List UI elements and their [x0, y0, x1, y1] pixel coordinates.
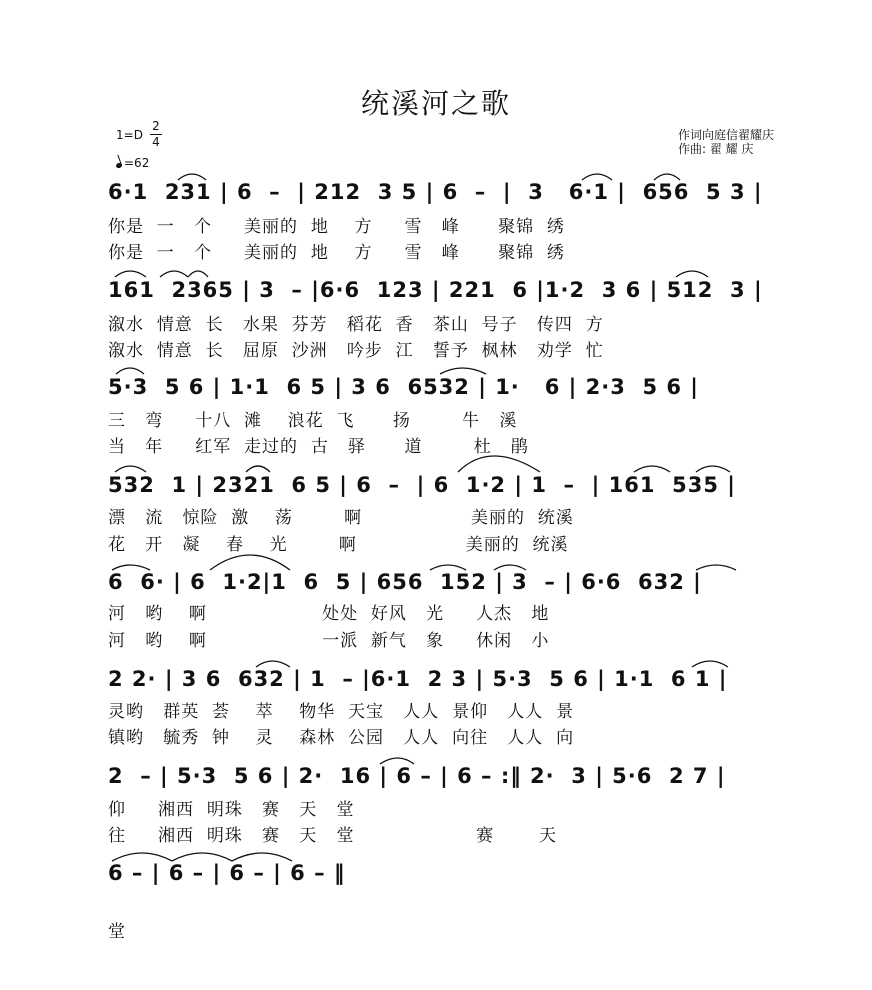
key-signature: 1=D [116, 128, 143, 142]
notation-line: 2 2· | 3 6 632 | 1 – |6·1 2 3 | 5·3 5 6 | 1·1 6 1 | [108, 667, 728, 691]
notation-line: 6 – | 6 – | 6 – | 6 – ‖ [108, 861, 346, 885]
lyric-line-verse2: 镇哟 毓秀 钟 灵 森林 公园 人人 向往 人人 向 [108, 728, 575, 748]
lyric-line-verse1: 你是 一 个 美丽的 地 方 雪 峰 聚锦 绣 [108, 217, 565, 237]
lyric-line-verse1: 仰 湘西 明珠 赛 天 堂 [108, 800, 355, 820]
lyric-line-verse2: 河 哟 啊 一派 新气 象 休闲 小 [108, 631, 550, 651]
lyricist-credit: 作词向庭信翟耀庆 [677, 128, 774, 142]
lyric-line-verse2: 花 开 凝 春 光 啊 美丽的 统溪 [108, 535, 569, 555]
tempo-value: =62 [124, 156, 150, 170]
notation-line: 161 2365 | 3 – |6·6 123 | 221 6 |1·2 3 6 | 512 3 | [108, 278, 763, 302]
lyric-line-verse2: 当 年 红军 走过的 古 驿 道 杜 鹃 [108, 437, 529, 457]
lyric-line-verse1: 河 哟 啊 处处 好风 光 人杰 地 [108, 604, 550, 624]
time-sig-denominator: 4 [152, 135, 160, 149]
lyric-line-verse1: 漂 流 惊险 激 荡 啊 美丽的 统溪 [108, 508, 574, 528]
composer-credit: 作曲: 翟 耀 庆 [677, 142, 754, 156]
lyric-line-verse2: 你是 一 个 美丽的 地 方 雪 峰 聚锦 绣 [108, 243, 565, 263]
notation-line: 6·1 231 | 6 – | 212 3 5 | 6 – | 3 6·1 | 656 5 3 | [108, 180, 763, 204]
notation-line: 532 1 | 2321 6 5 | 6 – | 6 1·2 | 1 – | 161 535 | [108, 473, 736, 497]
notation-line: 6 6· | 6 1·2|1 6 5 | 656 152 | 3 – | 6·6 632 | [108, 570, 702, 594]
lyric-line-verse1: 溆水 情意 长 水果 芬芳 稻花 香 茶山 号子 传四 方 [108, 315, 604, 335]
final-lyric: 堂 [108, 922, 126, 942]
lyric-line-verse2: 溆水 情意 长 屈原 沙洲 吟步 江 誓予 枫林 劝学 忙 [108, 341, 604, 361]
song-title: 统溪河之歌 [360, 87, 511, 120]
notation-line: 2 – | 5·3 5 6 | 2· 16 | 6 – | 6 – :‖ 2· 3 | 5·6 2 7 | [108, 764, 726, 788]
time-sig-numerator: 2 [152, 119, 160, 133]
lyric-line-verse1: 灵哟 群英 荟 萃 物华 天宝 人人 景仰 人人 景 [108, 702, 575, 722]
lyric-line-verse1: 三 弯 十八 滩 浪花 飞 扬 牛 溪 [108, 411, 518, 431]
notation-line: 5·3 5 6 | 1·1 6 5 | 3 6 6532 | 1· 6 | 2·3 5 6 | [108, 375, 699, 399]
lyric-line-verse2: 往 湘西 明珠 赛 天 堂 赛 天 [108, 826, 557, 846]
